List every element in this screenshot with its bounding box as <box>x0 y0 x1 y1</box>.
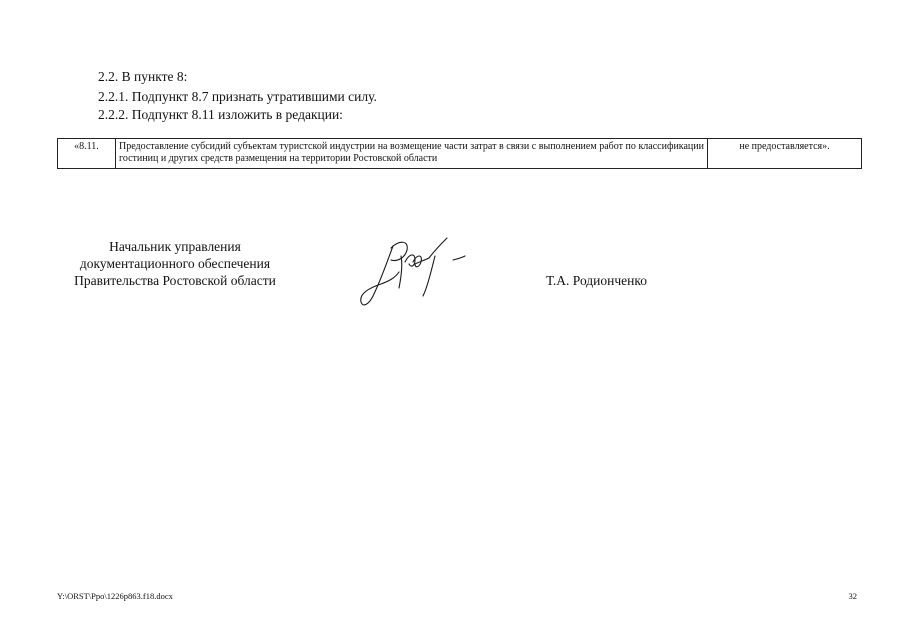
signatory-title-line: документационного обеспечения <box>79 256 271 271</box>
page-number: 32 <box>848 591 857 601</box>
row-number-cell: «8.11. <box>58 139 116 169</box>
paragraph-2-2-2: 2.2.2. Подпункт 8.11 изложить в редакции: <box>98 107 343 122</box>
paragraph-2-2-1: 2.2.1. Подпункт 8.7 признать утратившими силу. <box>98 89 377 104</box>
signatory-name: Т.А. Родионченко <box>546 273 647 288</box>
signatory-title-line: Начальник управления <box>109 239 241 254</box>
signatory-title <box>55 238 295 289</box>
row-description-cell: Предоставление субсидий субъектам туристской индустрии на возмещение части затрат в связи с выполнением работ по классификации гостиниц и других средств размещения на территории Ростовской области <box>116 139 708 169</box>
footer-file-path: Y:\ORST\Ppo\1226p863.f18.docx <box>57 591 173 601</box>
amendment-table <box>57 138 862 169</box>
table-row <box>58 139 862 169</box>
handwritten-signature <box>355 232 475 312</box>
paragraph-2-2: 2.2. В пункте 8: <box>98 69 188 84</box>
row-status-cell: не предоставляется». <box>708 139 862 169</box>
signatory-title-line: Правительства Ростовской области <box>74 273 276 288</box>
